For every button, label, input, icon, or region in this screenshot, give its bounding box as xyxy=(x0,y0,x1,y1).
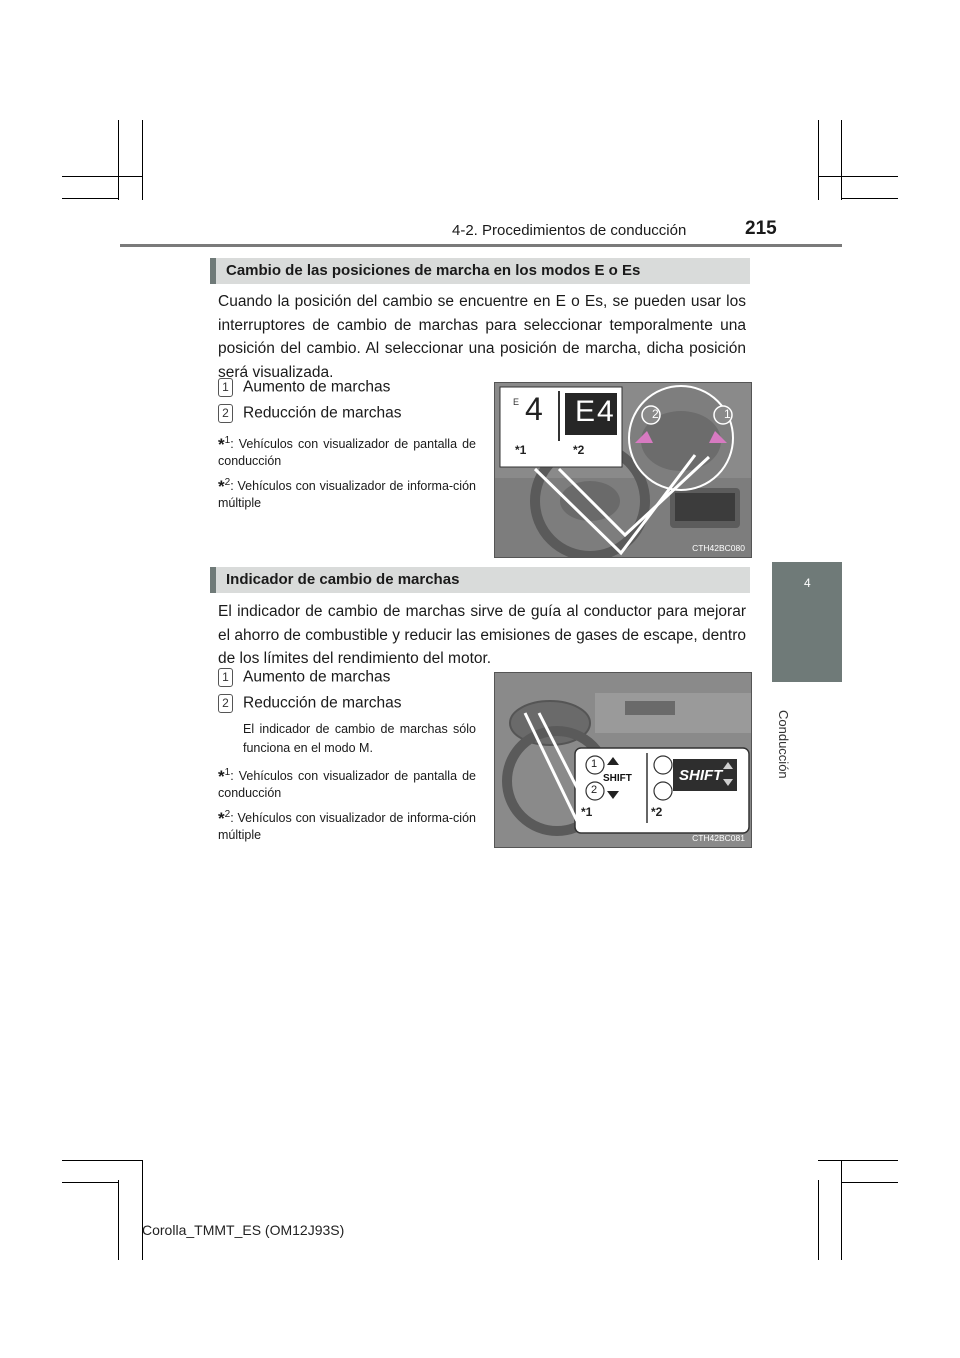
dashboard-illustration xyxy=(495,673,751,847)
star-mark-1: *1 xyxy=(515,443,527,457)
footnote-sup: 1 xyxy=(224,435,231,446)
footnote-sup: 1 xyxy=(224,767,231,778)
crop-mark xyxy=(62,1182,119,1183)
shift-label-2: SHIFT xyxy=(679,767,723,784)
callout-2: 2 xyxy=(652,407,659,421)
crop-mark xyxy=(62,198,119,199)
crop-mark xyxy=(142,1160,143,1260)
figure-shift-indicator xyxy=(494,672,752,848)
chapter-label-container xyxy=(763,660,813,779)
callout-1: 1 xyxy=(591,758,598,770)
callout-number: 2 xyxy=(218,694,233,713)
crop-mark xyxy=(62,1160,142,1161)
list-item xyxy=(218,668,390,692)
star-mark-2: *2 xyxy=(573,443,585,457)
footer-text: Corolla_TMMT_ES (OM12J93S) xyxy=(142,1222,345,1238)
footnote xyxy=(218,764,476,802)
callout-number: 1 xyxy=(218,668,233,687)
footnote-text: : Vehículos con visualizador de informa-ción múltiple xyxy=(218,479,476,511)
footnote xyxy=(218,474,476,512)
info-note: El indicador de cambio de marchas sólo funciona en el modo M. xyxy=(243,722,476,755)
footnote xyxy=(218,432,476,470)
crop-mark xyxy=(841,120,842,200)
list-item-label: Reducción de marchas xyxy=(243,404,402,422)
shift-label-1: SHIFT xyxy=(603,773,632,784)
list-item-label: Reducción de marchas xyxy=(243,694,402,712)
display-gear-digit: 4 xyxy=(525,391,543,427)
footnote-mark: * xyxy=(218,477,225,497)
list-item xyxy=(218,378,390,402)
callout-2: 2 xyxy=(591,784,598,796)
header-rule xyxy=(120,244,842,247)
list-item-label: Aumento de marchas xyxy=(243,378,391,396)
callout-1: 1 xyxy=(724,407,731,421)
footnote-sup: 2 xyxy=(224,809,231,820)
crop-mark xyxy=(841,1160,842,1260)
footnote-text: : Vehículos con visualizador de informa-ción múltiple xyxy=(218,811,476,843)
list-item xyxy=(218,694,402,718)
footnote-mark: * xyxy=(218,435,225,455)
callout-number: 1 xyxy=(218,378,233,397)
chapter-label: Conducción xyxy=(776,710,791,779)
footnote-text: : Vehículos con visualizador de pantalla de conducción xyxy=(218,769,476,801)
figure-paddle-shifters xyxy=(494,382,752,558)
section-title: 4-2. Procedimientos de conducción xyxy=(452,222,687,239)
section-paragraph: El indicador de cambio de marchas sirve de guía al conductor para mejorar el ahorro de combustible y reducir las emisiones de gases de escape, dentro de los límites del rendimiento del motor. xyxy=(218,603,746,667)
display-small-label: E xyxy=(513,397,520,407)
crop-mark xyxy=(818,1160,898,1161)
star-mark-2: *2 xyxy=(651,805,663,819)
list-item xyxy=(218,404,402,428)
section-heading: Cambio de las posiciones de marcha en los modos E o Es xyxy=(210,258,750,284)
crop-mark xyxy=(62,176,142,177)
crop-mark xyxy=(142,120,143,200)
chapter-number: 4 xyxy=(804,576,811,590)
section-heading: Indicador de cambio de marchas xyxy=(210,567,750,593)
crop-mark xyxy=(841,1182,898,1183)
footnote-text: : Vehículos con visualizador de pantalla de conducción xyxy=(218,437,476,469)
figure-code: CTH42BC080 xyxy=(692,543,745,553)
callout-number: 2 xyxy=(218,404,233,423)
crop-mark xyxy=(818,120,819,200)
display-large-gear: E4 xyxy=(575,395,616,428)
footnote-mark: * xyxy=(218,809,225,829)
crop-mark xyxy=(818,176,898,177)
footnote-mark: * xyxy=(218,767,225,787)
crop-mark xyxy=(118,120,119,200)
crop-mark xyxy=(841,198,898,199)
list-item-label: Aumento de marchas xyxy=(243,668,391,686)
page-number: 215 xyxy=(745,218,777,239)
footnote xyxy=(218,806,476,844)
crop-mark xyxy=(818,1180,819,1260)
figure-code: CTH42BC081 xyxy=(692,833,745,843)
star-mark-1: *1 xyxy=(581,805,593,819)
footnote-sup: 2 xyxy=(224,477,231,488)
section-paragraph: Cuando la posición del cambio se encuentre en E o Es, se pueden usar los interruptores de cambio de marchas para seleccionar temporalmente una posición del cambio. Al seleccionar una posición de marcha, dicha posición será visualizada. xyxy=(218,293,746,381)
crop-mark xyxy=(118,1180,119,1260)
